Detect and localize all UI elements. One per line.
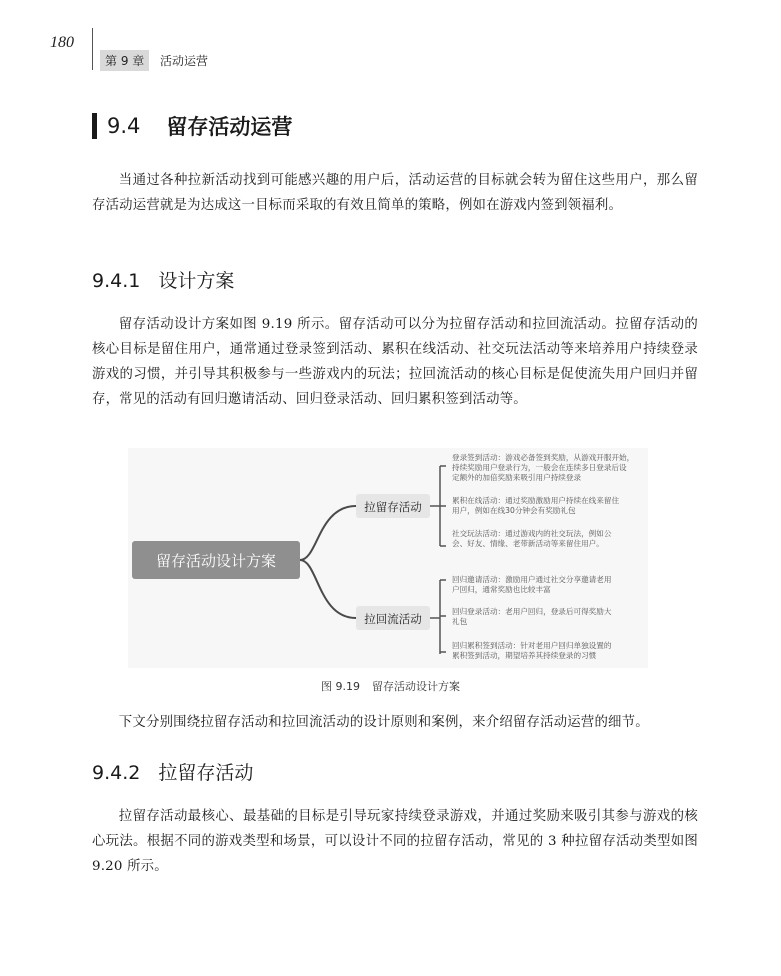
subsection-title: 设计方案 — [158, 270, 235, 292]
section-heading-bar — [92, 113, 97, 139]
section-intro-paragraph: 当通过各种拉新活动找到可能感兴趣的用户后，活动运营的目标就会转为留住这些用户，那么留存活动运营就是为达成这一目标而采取的有效且简单的策略，例如在游戏内签到领福利。 — [92, 173, 698, 213]
leaf-return-login-line1: 回归登录活动：老用户回归，登录后可得奖励大 — [452, 607, 612, 616]
subsection-number: 9.4.2 — [92, 762, 141, 784]
subsection-number: 9.4.1 — [92, 270, 141, 292]
retention-leaves — [452, 452, 634, 548]
mind-map-figure — [128, 448, 648, 668]
section-number: 9.4 — [107, 114, 141, 138]
subsection-heading-retention — [92, 758, 253, 785]
leaf-online-accumulate-line2: 用户，例如在线30分钟会有奖励礼包 — [452, 506, 576, 515]
leaf-return-login-line2: 礼包 — [452, 617, 468, 626]
leaf-online-accumulate-line1: 累积在线活动：通过奖励激励用户持续在线来留住 — [452, 496, 620, 505]
page-number: 180 — [50, 34, 74, 51]
header-divider — [92, 28, 93, 70]
leaf-login-checkin-line2: 持续奖励用户登录行为，一般会在连续多日登录后设 — [452, 463, 627, 472]
leaf-login-checkin-line3: 定额外的加倍奖励来吸引用户持续登录 — [452, 473, 582, 482]
section-heading — [92, 112, 292, 140]
leaf-return-invite-line2: 户回归，通常奖励也比较丰富 — [452, 585, 551, 594]
running-chapter-title: 活动运营 — [160, 54, 209, 68]
leaf-return-checkin-line2: 累积签到活动，期望培养其持续登录的习惯 — [452, 651, 597, 660]
design-paragraph: 留存活动设计方案如图 9.19 所示。留存活动可以分为拉留存活动和拉回流活动。拉留存活动的核心目标是留住用户，通常通过登录签到活动、累积在线活动、社交玩法活动等来培养用户持续登录游戏的习惯，并引导其积极参与一些游戏内的玩法；拉回流活动的核心目标是促使流失用户回归并留存，常见的活动有回归邀请活动、回归登录活动、回归累积签到活动等。 — [92, 317, 698, 407]
leaf-return-checkin-line1: 回归累积签到活动：针对老用户回归单独设置的 — [452, 641, 612, 650]
branch-label-return: 拉回流活动 — [364, 612, 422, 626]
leaf-social-play-line2: 会、好友、情缘、老带新活动等来留住用户。 — [452, 539, 604, 548]
after-figure-paragraph: 下文分别围绕拉留存活动和拉回流活动的设计原则和案例，来介绍留存活动运营的细节。 — [118, 715, 649, 730]
leaf-return-invite-line1: 回归邀请活动：激励用户通过社交分享邀请老用 — [452, 575, 612, 584]
retention-paragraph: 拉留存活动最核心、最基础的目标是引导玩家持续登录游戏，并通过奖励来吸引其参与游戏的核心玩法。根据不同的游戏类型和场景，可以设计不同的拉留存活动，常见的 3 种拉留存活动类型如图 9.20 所示。 — [92, 809, 698, 874]
leaf-social-play-line1: 社交玩法活动：通过游戏内的社交玩法，例如公 — [452, 529, 612, 538]
figure-caption — [0, 678, 781, 694]
leaf-login-checkin-line1: 登录签到活动：游戏必备签到奖励，从游戏开服开始， — [452, 453, 635, 462]
root-node-label: 留存活动设计方案 — [155, 552, 277, 570]
figure-caption-text: 留存活动设计方案 — [372, 680, 460, 693]
figure-caption-number: 图 9.19 — [321, 680, 360, 693]
branch-label-retention: 拉留存活动 — [364, 500, 422, 514]
chapter-tag: 第 9 章 — [100, 50, 149, 71]
subsection-heading-design — [92, 266, 234, 293]
section-title: 留存活动运营 — [166, 115, 293, 139]
subsection-title: 拉留存活动 — [158, 762, 254, 784]
